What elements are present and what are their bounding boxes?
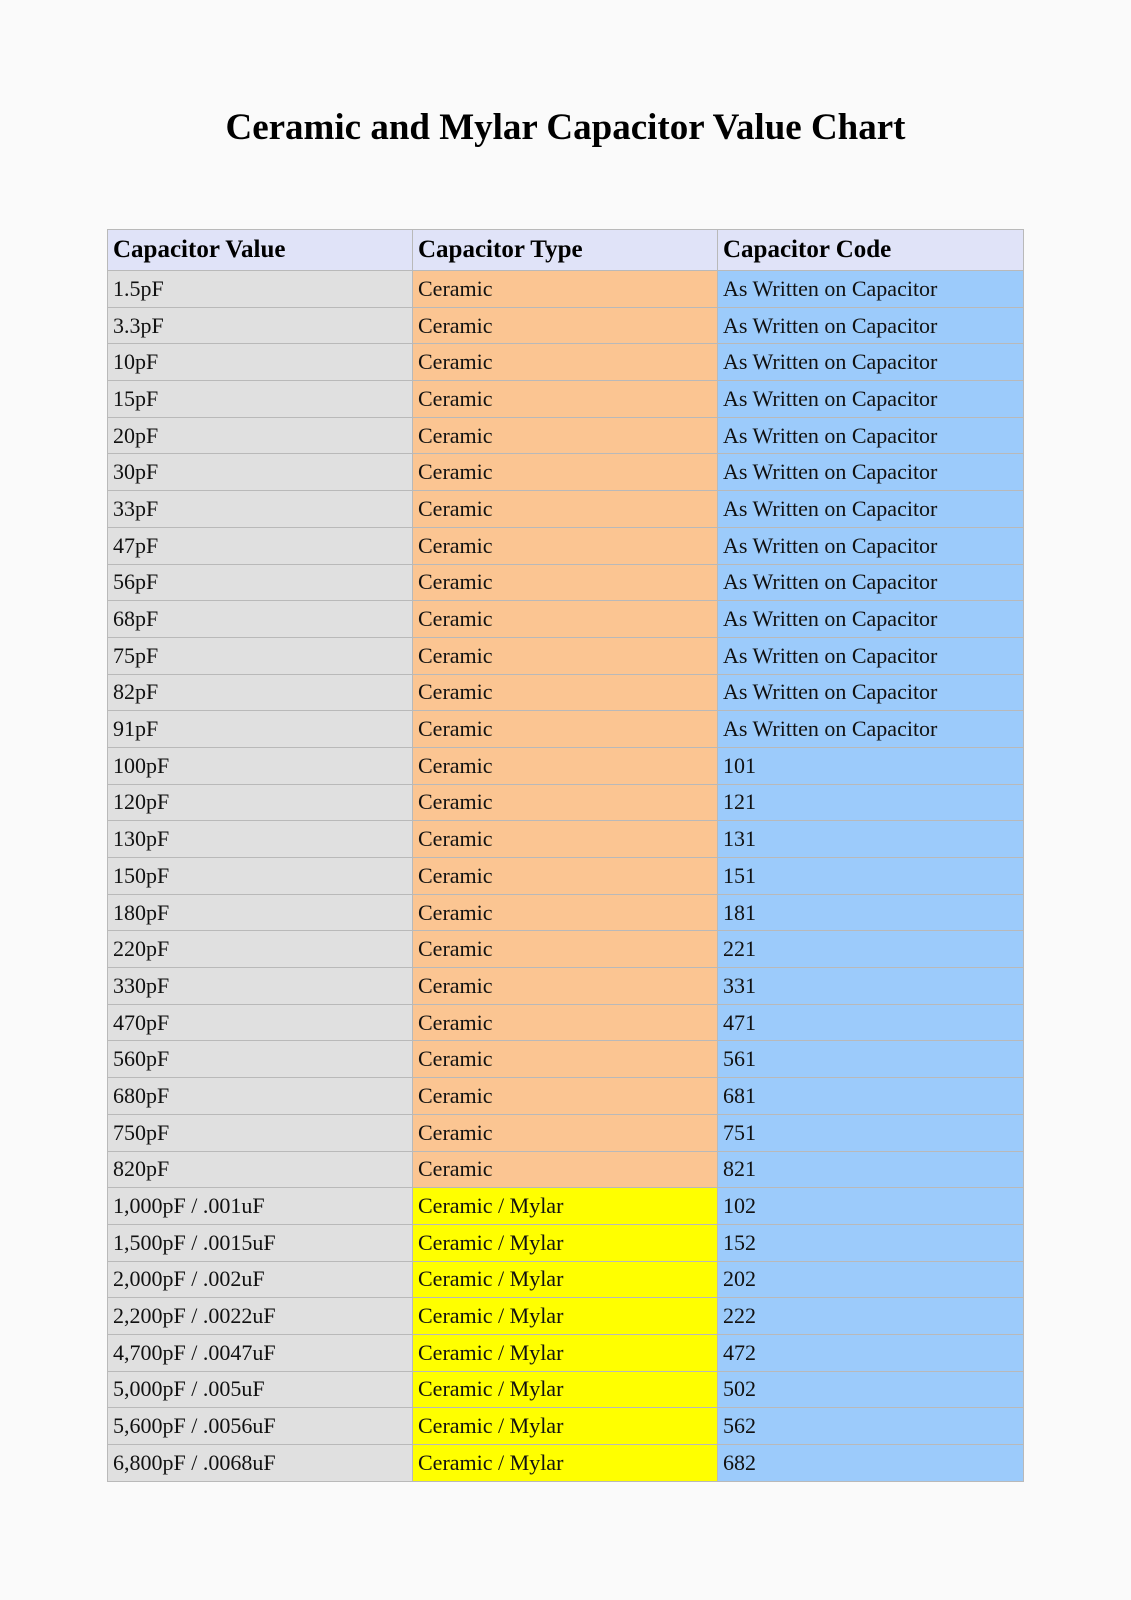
cell-capacitor-value: 5,000pF / .005uF [108,1371,413,1408]
cell-capacitor-code: 471 [718,1004,1024,1041]
page-title: Ceramic and Mylar Capacitor Value Chart [225,107,906,148]
table-row [108,381,1024,418]
cell-capacitor-type: Ceramic [413,931,718,968]
cell-capacitor-code: 181 [718,894,1024,931]
cell-capacitor-code: 751 [718,1114,1024,1151]
table-row [108,1224,1024,1261]
cell-capacitor-value: 1,000pF / .001uF [108,1188,413,1225]
cell-capacitor-code: As Written on Capacitor [718,454,1024,491]
cell-capacitor-value: 56pF [108,564,413,601]
header-capacitor-code: Capacitor Code [718,230,1024,271]
cell-capacitor-code: 102 [718,1188,1024,1225]
header-capacitor-type: Capacitor Type [413,230,718,271]
cell-capacitor-type: Ceramic [413,601,718,638]
table-row [108,821,1024,858]
cell-capacitor-type: Ceramic [413,564,718,601]
cell-capacitor-value: 15pF [108,381,413,418]
cell-capacitor-type: Ceramic [413,307,718,344]
table-row [108,1004,1024,1041]
table-row [108,858,1024,895]
cell-capacitor-value: 1.5pF [108,271,413,308]
cell-capacitor-value: 820pF [108,1151,413,1188]
cell-capacitor-value: 2,200pF / .0022uF [108,1298,413,1335]
cell-capacitor-code: 222 [718,1298,1024,1335]
cell-capacitor-code: As Written on Capacitor [718,381,1024,418]
cell-capacitor-type: Ceramic / Mylar [413,1298,718,1335]
cell-capacitor-type: Ceramic [413,1078,718,1115]
cell-capacitor-value: 100pF [108,747,413,784]
cell-capacitor-code: 131 [718,821,1024,858]
header-row [108,230,1024,271]
cell-capacitor-code: As Written on Capacitor [718,344,1024,381]
table-row [108,1261,1024,1298]
cell-capacitor-value: 4,700pF / .0047uF [108,1334,413,1371]
table-row [108,637,1024,674]
cell-capacitor-code: 121 [718,784,1024,821]
table-row [108,564,1024,601]
table-row [108,894,1024,931]
cell-capacitor-value: 33pF [108,491,413,528]
table-row [108,1298,1024,1335]
table-row [108,1445,1024,1482]
cell-capacitor-value: 68pF [108,601,413,638]
cell-capacitor-value: 82pF [108,674,413,711]
cell-capacitor-type: Ceramic [413,1151,718,1188]
cell-capacitor-type: Ceramic [413,527,718,564]
cell-capacitor-type: Ceramic / Mylar [413,1445,718,1482]
cell-capacitor-code: 151 [718,858,1024,895]
cell-capacitor-code: 101 [718,747,1024,784]
cell-capacitor-type: Ceramic [413,894,718,931]
table-row [108,491,1024,528]
cell-capacitor-type: Ceramic [413,747,718,784]
cell-capacitor-value: 680pF [108,1078,413,1115]
table-row [108,968,1024,1005]
cell-capacitor-type: Ceramic / Mylar [413,1408,718,1445]
table-row [108,747,1024,784]
table-body [108,271,1024,1482]
cell-capacitor-value: 91pF [108,711,413,748]
cell-capacitor-type: Ceramic [413,1114,718,1151]
cell-capacitor-value: 30pF [108,454,413,491]
cell-capacitor-value: 1,500pF / .0015uF [108,1224,413,1261]
cell-capacitor-value: 560pF [108,1041,413,1078]
cell-capacitor-value: 5,600pF / .0056uF [108,1408,413,1445]
table-row [108,1114,1024,1151]
table-row [108,527,1024,564]
cell-capacitor-code: As Written on Capacitor [718,674,1024,711]
cell-capacitor-type: Ceramic / Mylar [413,1188,718,1225]
table-row [108,417,1024,454]
table-row [108,1151,1024,1188]
cell-capacitor-type: Ceramic [413,271,718,308]
cell-capacitor-type: Ceramic [413,711,718,748]
cell-capacitor-code: As Written on Capacitor [718,527,1024,564]
cell-capacitor-type: Ceramic [413,1041,718,1078]
cell-capacitor-value: 220pF [108,931,413,968]
cell-capacitor-type: Ceramic / Mylar [413,1371,718,1408]
cell-capacitor-code: 152 [718,1224,1024,1261]
table-row [108,711,1024,748]
table-row [108,1078,1024,1115]
table-row [108,1371,1024,1408]
cell-capacitor-value: 470pF [108,1004,413,1041]
table-row [108,1334,1024,1371]
cell-capacitor-type: Ceramic [413,344,718,381]
cell-capacitor-type: Ceramic / Mylar [413,1334,718,1371]
table-row [108,784,1024,821]
capacitor-value-table [107,229,1024,1482]
cell-capacitor-value: 47pF [108,527,413,564]
table-row [108,601,1024,638]
cell-capacitor-code: As Written on Capacitor [718,711,1024,748]
cell-capacitor-code: 681 [718,1078,1024,1115]
table-header [108,230,1024,271]
header-capacitor-value: Capacitor Value [108,230,413,271]
cell-capacitor-type: Ceramic / Mylar [413,1224,718,1261]
cell-capacitor-value: 10pF [108,344,413,381]
cell-capacitor-code: 561 [718,1041,1024,1078]
cell-capacitor-code: 821 [718,1151,1024,1188]
cell-capacitor-value: 75pF [108,637,413,674]
cell-capacitor-type: Ceramic [413,858,718,895]
cell-capacitor-value: 750pF [108,1114,413,1151]
table-row [108,454,1024,491]
cell-capacitor-value: 130pF [108,821,413,858]
cell-capacitor-type: Ceramic [413,968,718,1005]
cell-capacitor-code: 682 [718,1445,1024,1482]
cell-capacitor-type: Ceramic [413,454,718,491]
cell-capacitor-code: 472 [718,1334,1024,1371]
cell-capacitor-value: 2,000pF / .002uF [108,1261,413,1298]
cell-capacitor-value: 20pF [108,417,413,454]
cell-capacitor-value: 180pF [108,894,413,931]
cell-capacitor-code: 221 [718,931,1024,968]
cell-capacitor-type: Ceramic [413,821,718,858]
cell-capacitor-value: 3.3pF [108,307,413,344]
table-row [108,1188,1024,1225]
table-row [108,271,1024,308]
cell-capacitor-code: As Written on Capacitor [718,601,1024,638]
cell-capacitor-type: Ceramic [413,491,718,528]
cell-capacitor-value: 150pF [108,858,413,895]
table-row [108,307,1024,344]
cell-capacitor-code: As Written on Capacitor [718,307,1024,344]
table-row [108,1408,1024,1445]
cell-capacitor-type: Ceramic [413,784,718,821]
cell-capacitor-code: As Written on Capacitor [718,417,1024,454]
cell-capacitor-code: As Written on Capacitor [718,637,1024,674]
cell-capacitor-value: 6,800pF / .0068uF [108,1445,413,1482]
cell-capacitor-type: Ceramic [413,1004,718,1041]
cell-capacitor-value: 120pF [108,784,413,821]
cell-capacitor-code: 331 [718,968,1024,1005]
cell-capacitor-code: As Written on Capacitor [718,491,1024,528]
cell-capacitor-type: Ceramic [413,674,718,711]
cell-capacitor-code: 502 [718,1371,1024,1408]
cell-capacitor-code: 202 [718,1261,1024,1298]
table-row [108,931,1024,968]
cell-capacitor-code: As Written on Capacitor [718,564,1024,601]
cell-capacitor-code: As Written on Capacitor [718,271,1024,308]
cell-capacitor-type: Ceramic / Mylar [413,1261,718,1298]
cell-capacitor-code: 562 [718,1408,1024,1445]
cell-capacitor-type: Ceramic [413,637,718,674]
cell-capacitor-type: Ceramic [413,381,718,418]
cell-capacitor-type: Ceramic [413,417,718,454]
table-row [108,674,1024,711]
cell-capacitor-value: 330pF [108,968,413,1005]
table-row [108,1041,1024,1078]
table-row [108,344,1024,381]
